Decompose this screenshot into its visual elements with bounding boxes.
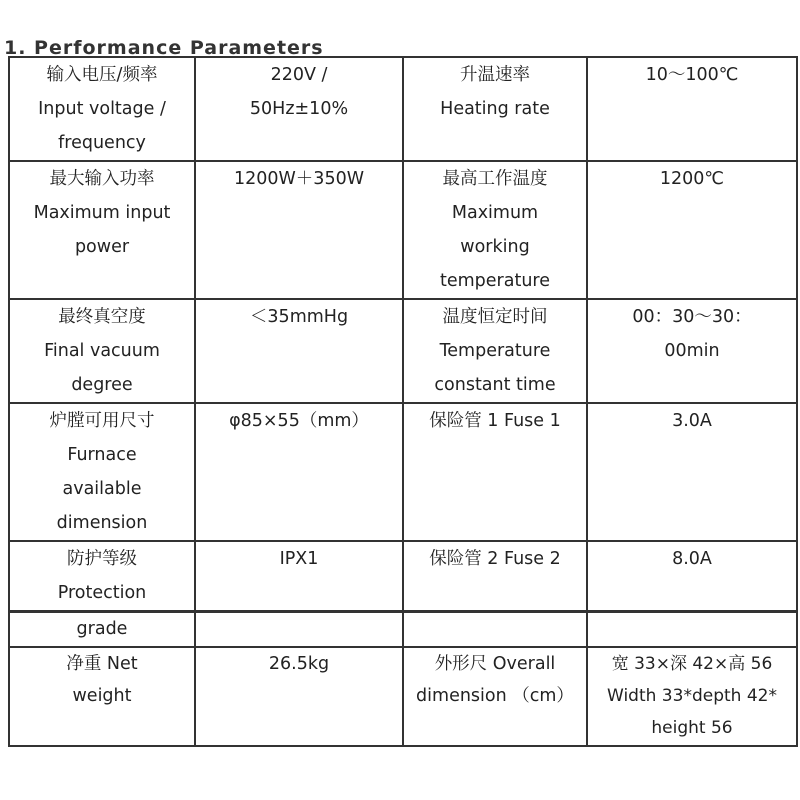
value-text: 26.5kg xyxy=(268,654,330,674)
value-text: 3.0A xyxy=(672,411,712,431)
param-label xyxy=(9,403,195,541)
value-text: 220V / 50Hz±10% xyxy=(249,65,349,119)
param-label xyxy=(403,299,587,403)
label-en: Temperature constant time xyxy=(434,341,556,395)
label-cn: 防护等级 xyxy=(67,549,137,569)
param-label xyxy=(9,647,195,746)
param-value xyxy=(195,541,403,611)
param-value xyxy=(195,403,403,541)
param-value xyxy=(195,612,403,647)
param-value xyxy=(587,541,797,611)
param-value xyxy=(587,299,797,403)
value-text: 1200W＋350W xyxy=(233,169,365,189)
table-row xyxy=(9,612,797,647)
value-text: φ85×55（mm） xyxy=(229,411,369,431)
param-value xyxy=(195,299,403,403)
label-en: Maximum working temperature xyxy=(440,203,550,291)
label-cn: grade xyxy=(76,619,128,639)
param-label xyxy=(403,403,587,541)
label-cn: 净重 Net weight xyxy=(66,654,138,706)
param-value xyxy=(587,403,797,541)
param-value xyxy=(195,57,403,161)
table-row xyxy=(9,161,797,299)
param-value xyxy=(587,647,797,746)
param-label xyxy=(9,612,195,647)
label-cn: 外形尺 Overall dimension （cm） xyxy=(416,654,574,706)
label-cn: 温度恒定时间 xyxy=(442,307,548,327)
value-text: 10～100℃ xyxy=(645,65,739,85)
section-title: 1. Performance Parameters xyxy=(4,37,324,59)
param-label xyxy=(403,541,587,611)
value-text: ＜35mmHg xyxy=(249,307,349,327)
spec-table xyxy=(8,56,798,612)
value-text: 1200℃ xyxy=(659,169,725,189)
param-value xyxy=(587,161,797,299)
value-text: 00：30～30：00min xyxy=(632,307,752,361)
label-en: Heating rate xyxy=(440,99,550,119)
param-label xyxy=(403,647,587,746)
param-label xyxy=(9,57,195,161)
label-en: Furnace available dimension xyxy=(56,445,148,533)
spec-table-continued xyxy=(8,611,798,747)
label-cn: 输入电压/频率 xyxy=(46,65,158,85)
param-value xyxy=(195,161,403,299)
label-cn: 升温速率 xyxy=(460,65,530,85)
param-value xyxy=(587,612,797,647)
label-en: Maximum input power xyxy=(33,203,171,257)
param-label xyxy=(403,57,587,161)
table-row xyxy=(9,57,797,161)
value-text: IPX1 xyxy=(279,549,319,569)
label-cn: 最大输入功率 xyxy=(49,169,155,189)
param-label xyxy=(9,161,195,299)
param-value xyxy=(195,647,403,746)
label-en: Input voltage / frequency xyxy=(38,99,166,153)
table-row xyxy=(9,403,797,541)
table-row xyxy=(9,541,797,611)
param-label xyxy=(9,541,195,611)
label-cn: 最高工作温度 xyxy=(442,169,548,189)
param-label xyxy=(9,299,195,403)
table-row xyxy=(9,647,797,746)
label-en: Protection xyxy=(57,583,147,603)
param-label xyxy=(403,612,587,647)
label-cn: 炉膛可用尺寸 xyxy=(49,411,155,431)
table-row xyxy=(9,299,797,403)
value-text: 宽 33×深 42×高 56 Width 33*depth 42* height 56 xyxy=(607,654,777,738)
label-cn: 最终真空度 xyxy=(58,307,146,327)
value-text: 8.0A xyxy=(672,549,712,569)
label-cn: 保险管 2 Fuse 2 xyxy=(429,549,561,569)
label-cn: 保险管 1 Fuse 1 xyxy=(429,411,561,431)
param-label xyxy=(403,161,587,299)
label-en: Final vacuum degree xyxy=(44,341,160,395)
param-value xyxy=(587,57,797,161)
